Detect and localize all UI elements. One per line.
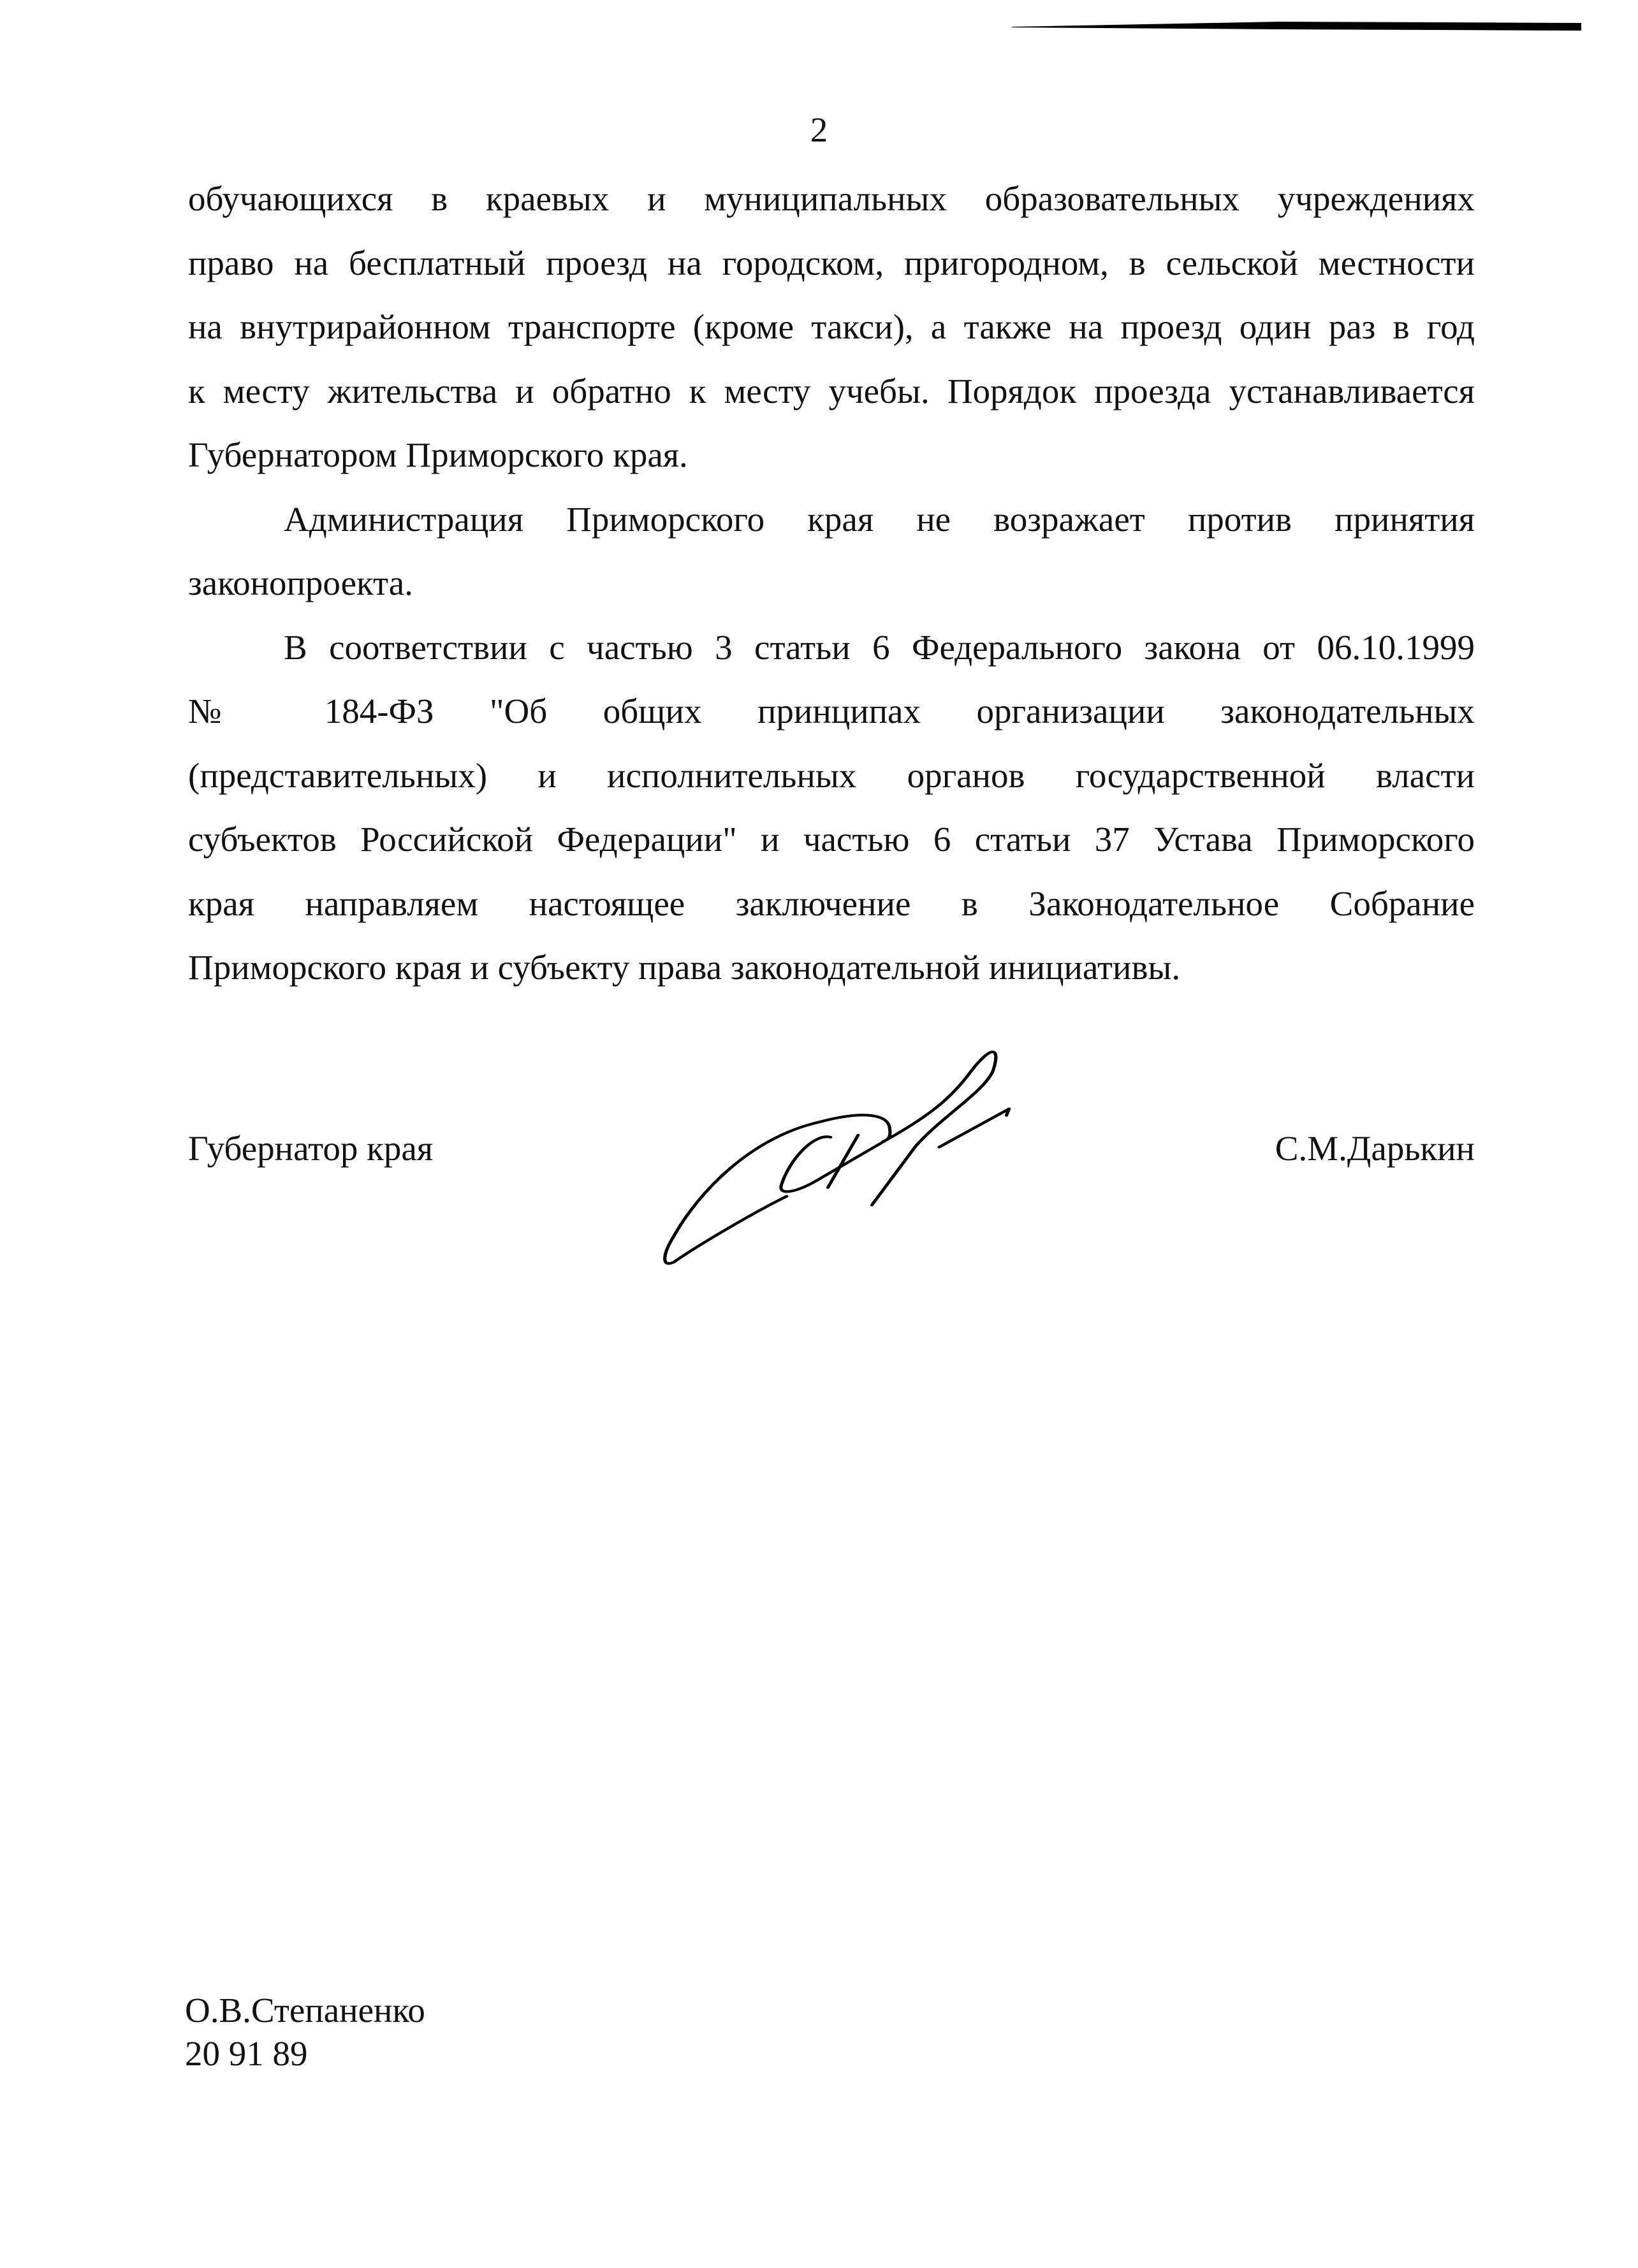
paragraph-2 — [188, 488, 1475, 616]
body-text — [188, 167, 1475, 1000]
text-line: субъектов Российской Федерации" и частью 6 статьи 37 Устава Приморского — [188, 820, 1475, 859]
text-line: обучающихся в краевых и муниципальных образовательных учреждениях — [188, 179, 1475, 218]
text-line: право на бесплатный проезд на городском, пригородном, в сельской местности — [188, 243, 1475, 282]
contact-phone: 20 91 89 — [185, 2034, 308, 2073]
text-line: В соответствии с частью 3 статьи 6 Федерального закона от 06.10.1999 — [284, 627, 1475, 667]
text-line: законопроекта. — [188, 563, 413, 602]
text-line: на внутрирайонном транспорте (кроме такси), а также на проезд один раз в год — [188, 307, 1475, 346]
text-line: края направляем настоящее заключение в Законодательное Собрание — [188, 883, 1475, 923]
paragraph-1 — [188, 167, 1475, 488]
contact-name: О.В.Степаненко — [185, 1991, 425, 2030]
page-number: 2 — [810, 110, 828, 149]
paragraph-3 — [188, 616, 1475, 1000]
text-line: (представительных) и исполнительных органов государственной власти — [188, 755, 1475, 795]
scan-artifact-line — [1012, 19, 1581, 33]
handwritten-signature — [663, 1045, 1020, 1268]
signatory-name: С.М.Дарькин — [1275, 1129, 1475, 1168]
text-line: Губернатором Приморского края. — [188, 435, 688, 474]
signatory-title: Губернатор края — [188, 1129, 434, 1168]
contact-block — [185, 1989, 425, 2075]
text-line: № 184-ФЗ "Об общих принципах организации законодательных — [188, 692, 1475, 731]
text-line: Приморского края и субъекту права законодательной инициативы. — [188, 948, 1181, 987]
text-line: к месту жительства и обратно к месту учебы. Порядок проезда устанавливается — [188, 371, 1475, 411]
text-line: Администрация Приморского края не возражает против принятия — [284, 499, 1475, 539]
